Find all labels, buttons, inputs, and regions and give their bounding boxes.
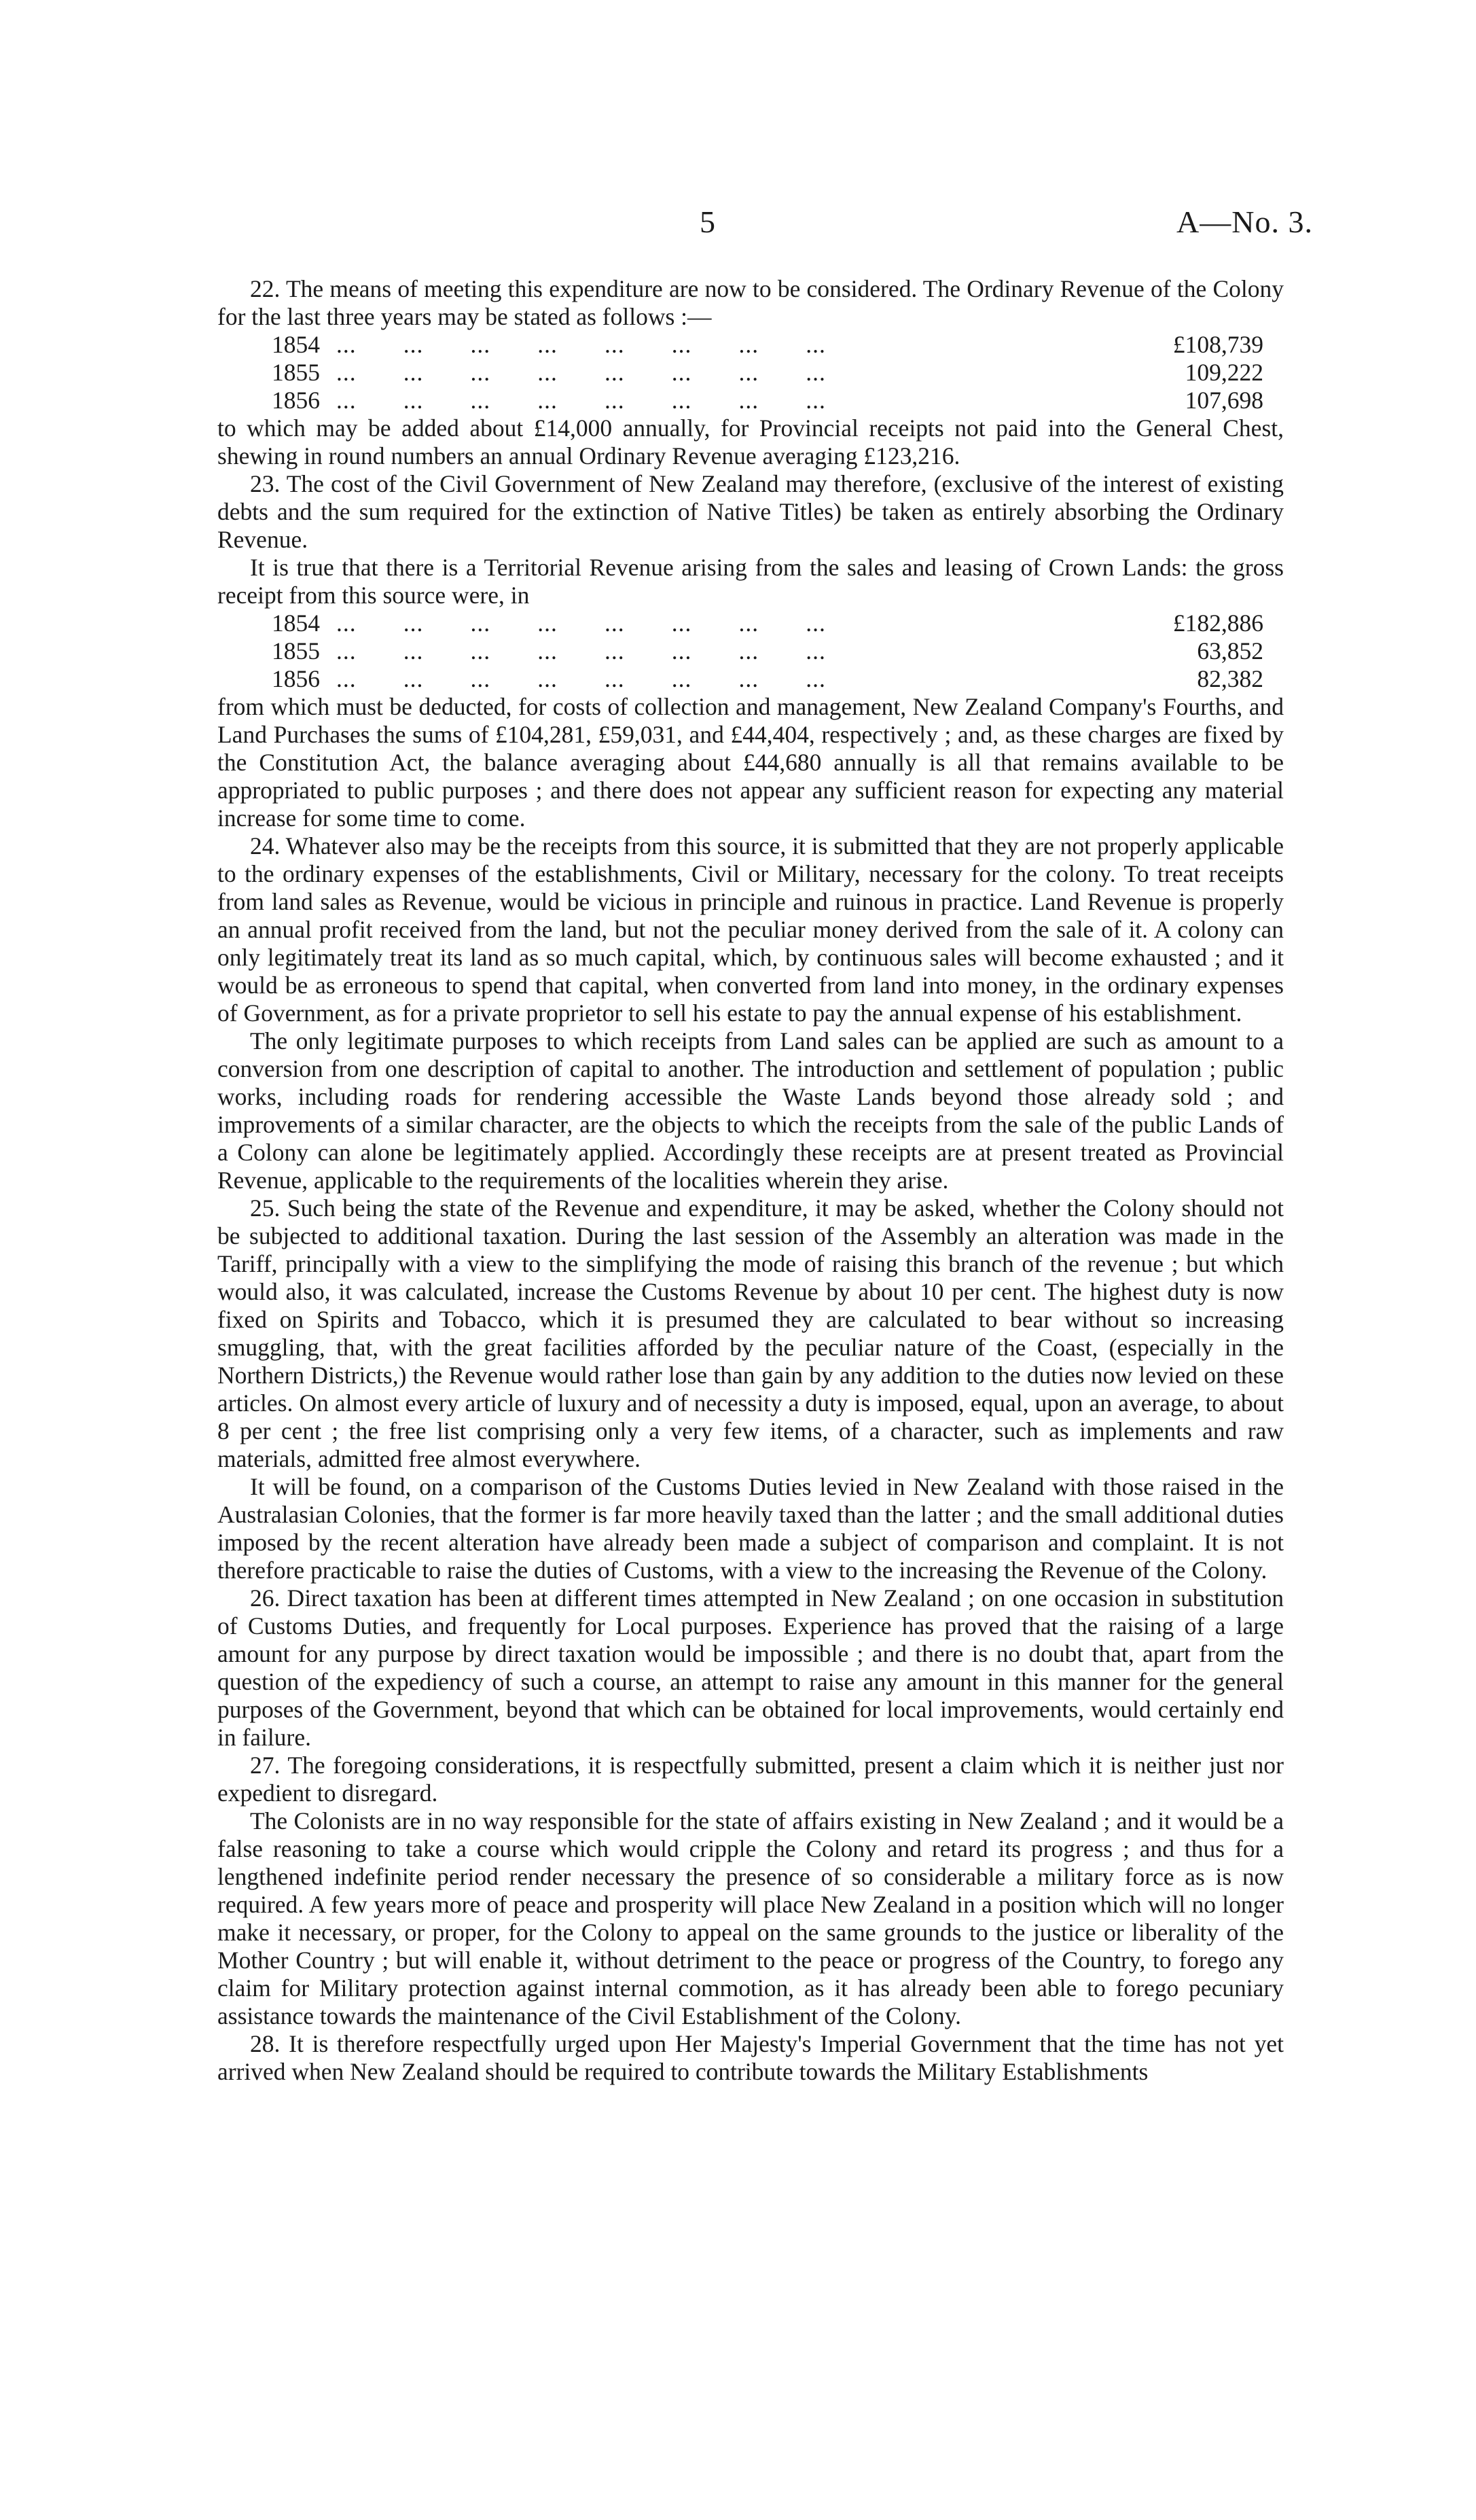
leader-dots: ... ... ... ... ... ... ... ... <box>336 609 826 637</box>
leader-dots: ... ... ... ... ... ... ... ... <box>336 637 826 664</box>
amount-cell: £182,886 <box>1172 609 1263 637</box>
table-row <box>217 331 1284 359</box>
table-row <box>217 665 1284 693</box>
amount-cell: 109,222 <box>1185 359 1263 386</box>
paragraph-continuation: to which may be added about £14,000 annually, for Provincial receipts not paid into the General Chest, shewing in round numbers an annual Ordinary Revenue averaging £123,216. <box>217 414 1284 469</box>
leader-dots: ... ... ... ... ... ... ... ... <box>336 359 826 386</box>
page-header <box>0 204 1476 258</box>
paragraph-27: 27. The foregoing considerations, it is respectfully submitted, present a claim which it is neither just nor expedient to disregard. <box>217 1752 1284 1807</box>
page-number: 5 <box>700 205 715 239</box>
paragraph-22: 22. The means of meeting this expenditure are now to be considered. The Ordinary Revenue of the Colony for the last three years may be stated as follows :— <box>217 275 1284 330</box>
year-cell: 1855 <box>272 637 320 664</box>
leader-dots: ... ... ... ... ... ... ... ... <box>336 665 826 692</box>
amount-cell: 107,698 <box>1185 387 1263 414</box>
paragraph-colonists: The Colonists are in no way responsible for the state of affairs existing in New Zealand ; and it would be a false reasoning to take a course which would cripple the Colony and retard its progress ; and thus for a lengthened indefinite period render necessary the presence of so considerable a military force as is now required. A few years more of peace and prosperity will place New Zealand in a position which will no longer make it necessary, or proper, for the Colony to appeal on the same grounds to the justice or liberality of the Mother Country ; but will enable it, without detriment to the peace or progress of the Country, to forego any claim for Military protection against internal commotion, as it has already been able to forego pecuniary assistance towards the maintenance of the Civil Establishment of the Colony. <box>217 1807 1284 2029</box>
paragraph-28: 28. It is therefore respectfully urged upon Her Majesty's Imperial Government that the time has not yet arrived when New Zealand should be required to contribute towards the Military Establishments <box>217 2030 1284 2085</box>
year-cell: 1854 <box>272 331 320 358</box>
paragraph-25: 25. Such being the state of the Revenue and expenditure, it may be asked, whether the Colony should not be subjected to additional taxation. During the last session of the Assembly an alteration was made in the Tariff, principally with a view to the simplifying the mode of raising this branch of the revenue ; but which would also, it was calculated, increase the Customs Revenue by about 10 per cent. The highest duty is now fixed on Spirits and Tobacco, which it is presumed they are calculated to bear without so increasing smuggling, that, with the great facilities afforded by the peculiar nature of the Coast, (especially in the Northern Districts,) the Revenue would rather lose than gain by any addition to the duties now levied on these articles. On almost every article of luxury and of necessity a duty is imposed, equal, upon an average, to about 8 per cent ; the free list comprising only a very few items, of a character, such as implements and raw materials, admitted free almost everywhere. <box>217 1194 1284 1472</box>
paragraph-legitimate-purposes: The only legitimate purposes to which receipts from Land sales can be applied are such as amount to a conversion from one description of capital to another. The introduction and settlement of population ; public works, including roads for rendering accessible the Waste Lands beyond those already sold ; and improvements of a similar character, are the objects to which the receipts from the sale of the public Lands of a Colony can alone be legitimately applied. Accordingly these receipts are at present treated as Provincial Revenue, applicable to the requirements of the localities wherein they arise. <box>217 1027 1284 1194</box>
territorial-revenue-table <box>217 609 1284 693</box>
table-row <box>217 387 1284 414</box>
paragraph-24: 24. Whatever also may be the receipts from this source, it is submitted that they are not properly applicable to the ordinary expenses of the establishments, Civil or Military, necessary for the colony. To treat receipts from land sales as Revenue, would be vicious in principle and ruinous in practice. Land Revenue is properly an annual profit received from the land, but not the peculiar money derived from the sale of it. A colony can only legitimately treat its land as so much capital, which, by continuous sales will become exhausted ; and it would be as erroneous to spend that capital, when converted from land into money, in the ordinary expenses of Government, as for a private proprietor to sell his estate to pay the annual expense of his establishment. <box>217 832 1284 1027</box>
paragraph-territorial: It is true that there is a Territorial Revenue arising from the sales and leasing of Crown Lands: the gross receipt from this source were, in <box>217 554 1284 609</box>
amount-cell: 63,852 <box>1197 637 1263 664</box>
paragraph-26: 26. Direct taxation has been at different times attempted in New Zealand ; on one occasion in substitution of Customs Duties, and frequently for Local purposes. Experience has proved that the raising of a large amount for any purpose by direct taxation would be impossible ; and there is no doubt that, apart from the question of the expediency of such a course, an attempt to raise any amount in this manner for the general purposes of the Government, beyond that which can be obtained for local improvements, would certainly end in failure. <box>217 1584 1284 1751</box>
leader-dots: ... ... ... ... ... ... ... ... <box>336 387 826 414</box>
table-row <box>217 359 1284 387</box>
year-cell: 1855 <box>272 359 320 386</box>
leader-dots: ... ... ... ... ... ... ... ... <box>336 331 826 358</box>
document-reference: A—No. 3. <box>1176 205 1313 239</box>
table-row <box>217 637 1284 665</box>
year-cell: 1856 <box>272 387 320 414</box>
paragraph-23: 23. The cost of the Civil Government of New Zealand may therefore, (exclusive of the interest of existing debts and the sum required for the extinction of Native Titles) be taken as entirely absorbing the Ordinary Revenue. <box>217 470 1284 553</box>
year-cell: 1856 <box>272 665 320 692</box>
paragraph-deductions: from which must be deducted, for costs of collection and management, New Zealand Company's Fourths, and Land Purchases the sums of £104,281, £59,031, and £44,404, respectively ; and, as these charges are fixed by the Constitution Act, the balance averaging about £44,680 annually is all that remains available to be appropriated to public purposes ; and there does not appear any sufficient reason for expecting any material increase for some time to come. <box>217 693 1284 832</box>
amount-cell: £108,739 <box>1172 331 1263 358</box>
document-body <box>217 275 1284 2086</box>
year-cell: 1854 <box>272 609 320 637</box>
table-row <box>217 609 1284 637</box>
paragraph-customs-comparison: It will be found, on a comparison of the Customs Duties levied in New Zealand with those raised in the Australasian Colonies, that the former is far more heavily taxed than the latter ; and the small additional duties imposed by the recent alteration have already been made a subject of comparison and complaint. It is not therefore practicable to raise the duties of Customs, with a view to the increasing the Revenue of the Colony. <box>217 1473 1284 1584</box>
ordinary-revenue-table <box>217 331 1284 414</box>
amount-cell: 82,382 <box>1197 665 1263 692</box>
